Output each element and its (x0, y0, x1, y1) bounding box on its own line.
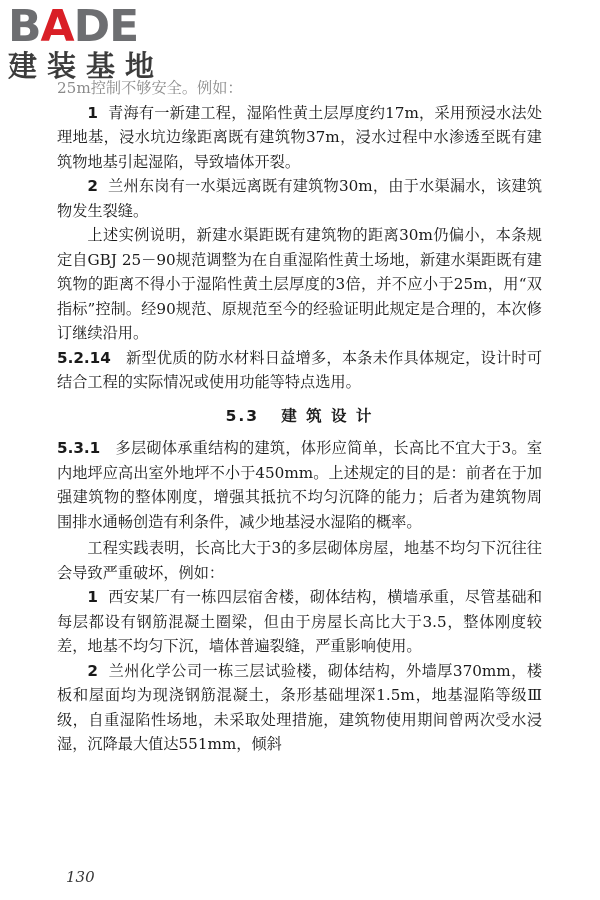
practice-paragraph: 工程实践表明，长高比大于3的多层砌体房屋，地基不均匀下沉往往会导致严重破坏，例如： (57, 539, 542, 582)
case-item-2: 2 兰州化学公司一栋三层试验楼，砌体结构，外墙厚370mm，楼板和屋面均为现浇钢筋混凝土，条形基础埋深1.5m，地基湿陷等级Ⅲ级，自重湿陷性场地，未采取处理措施，建筑物使用期间曾两次受水浸湿，沉降最大值达551mm，倾斜 (57, 661, 543, 753)
paragraph-continued: 25m控制不够安全。例如： (57, 79, 243, 97)
example-item-1: 1 青海有一新建工程，湿陷性黄土层厚度约17m，采用预浸水法处理地基，浸水坑边缘距离既有建筑物37m，浸水过程中水渗透至既有建筑物地基引起湿陷，导致墙体开裂。 (57, 103, 543, 171)
clause-5-3-1: 5.3.1 多层砌体承重结构的建筑，体形应简单，长高比不宜大于3。室内地坪应高出室外地坪不小于450mm。上述规定的目的是：前者在于加强建筑物的整体刚度，增强其抵抗不均匀沉降的能力；后者为建筑物周围排水通畅创造有利条件，减少地基浸水湿陷的概率。 (57, 439, 543, 531)
logo-subtitle: 建装基地 (8, 49, 165, 83)
logo-wordmark: BADE (8, 1, 139, 52)
section-heading: 5.3 建 筑 设 计 (225, 406, 374, 425)
explanation-paragraph: 上述实例说明，新建水渠距既有建筑物的距离30m仍偏小，本条规定自GBJ 25－90规范调整为在自重湿陷性黄土场地，新建水渠距既有建筑物的距离不得小于湿陷性黄土层厚度的3倍，并不应小于25m，用“双指标”控制。经90规范、原规范至今的经验证明此规定是合理的，本次修订继续沿用。 (57, 226, 542, 342)
example-item-2: 2 兰州东岗有一水渠远离既有建筑物30m，由于水渠漏水，该建筑物发生裂缝。 (57, 177, 543, 220)
clause-5-2-14: 5.2.14 新型优质的防水材料日益增多，本条未作具体规定，设计时可结合工程的实际情况或使用功能等特点选用。 (57, 348, 543, 391)
document-body (57, 76, 542, 757)
case-item-1: 1 西安某厂有一栋四层宿舍楼，砌体结构，横墙承重，尽管基础和每层都设有钢筋混凝土圈梁，但由于房屋长高比大于3.5，整体刚度较差，地基不均匀下沉，墙体普遍裂缝，严重影响使用。 (57, 588, 543, 655)
page-number: 130 (66, 868, 95, 886)
